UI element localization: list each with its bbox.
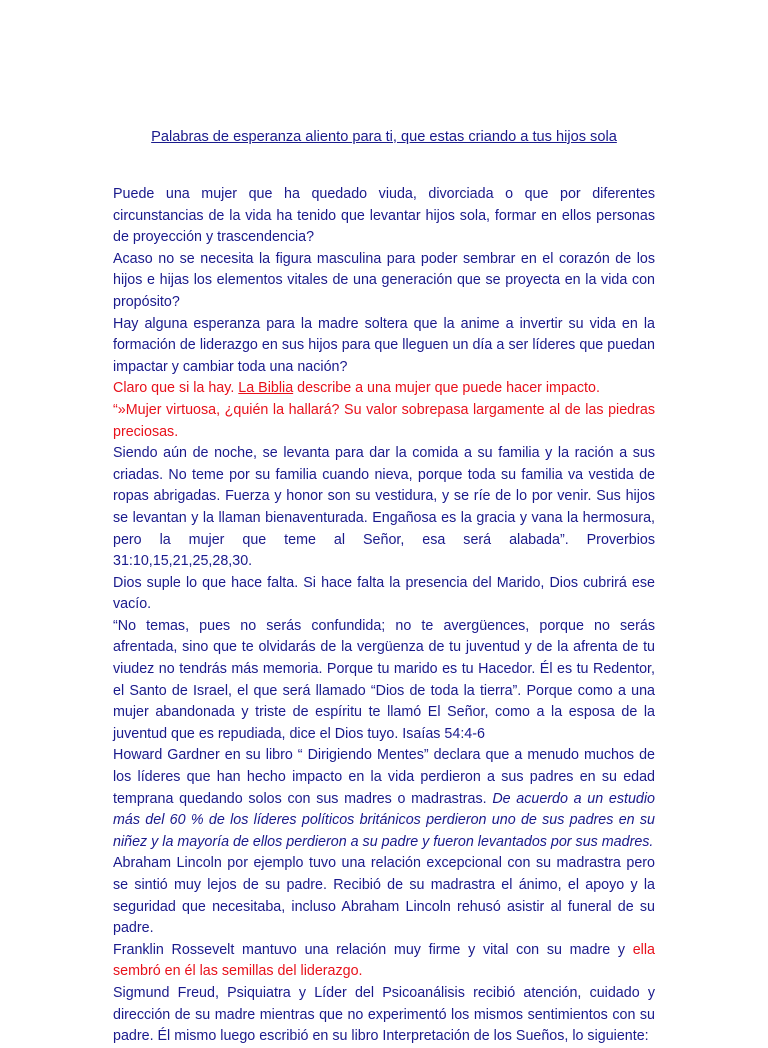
paragraph-11-text: Franklin Rossevelt mantuvo una relación muy firme y vital con su madre y <box>113 941 633 958</box>
paragraph-6: Siendo aún de noche, se levanta para dar la comida a su familia y la ración a sus criadas. No teme por su familia cuando nieva, porque toda su familia va vestida de ropas abrigadas. Fuerza y honor son su vestidura, y se ríe de lo por venir. Sus hijos se levantan y la llaman bienaventurada. Engañosa es la gracia y vana la hermosura, pero la mujer que teme al Señor, esa será alabada”. Proverbios 31:10,15,21,25,28,30. <box>113 445 655 570</box>
paragraph-4-text-a: Claro que si la hay. <box>113 380 239 397</box>
paragraph-9 <box>113 745 655 853</box>
paragraph-8-quote: “No temas, pues no serás confundida; no te avergüences, porque no serás afrentada, sino que te olvidarás de la vergüenza de tu juventud y de la afrenta de tu viudez no tendrás más memoria. Porque tu marido es tu Hacedor. Él es tu Redentor, el Santo de Israel, el que será llamado “Dios de toda la tierra”. Porque como a una mujer abandonada y triste de espíritu te llamó El Señor, como a la esposa de la juventud que es repudiada, dice el Dios tuyo. Isaías 54:4-6 <box>113 617 655 742</box>
document-title: Palabras de esperanza aliento para ti, que estas criando a tus hijos sola <box>151 129 617 145</box>
paragraph-4 <box>113 378 655 400</box>
paragraph-10: Abraham Lincoln por ejemplo tuvo una relación excepcional con su madrastra pero se sintió muy lejos de su padre. Recibió de su madrastra el ánimo, el apoyo y la seguridad que necesitaba, incluso Abraham Lincoln rehusó asistir al funeral de su padre. <box>113 855 655 937</box>
document-body <box>113 184 655 1048</box>
paragraph-4-text-b: describe a una mujer que puede hacer impacto. <box>293 380 600 397</box>
paragraph-5-quote: “»Mujer virtuosa, ¿quién la hallará? Su valor sobrepasa largamente al de las piedras preciosas. <box>113 401 655 440</box>
paragraph-9-text: Howard Gardner en su libro “ Dirigiendo Mentes” declara que a menudo muchos de los líderes que han hecho impacto en la vida perdieron a sus padres en su edad temprana quedando solos con sus madres o madrastras. <box>113 747 655 807</box>
paragraph-11-red: ella sembró en él las semillas del liderazgo. <box>113 941 655 980</box>
biblia-link[interactable]: La Biblia <box>238 380 294 397</box>
paragraph-1: Puede una mujer que ha quedado viuda, divorciada o que por diferentes circunstancias de la vida ha tenido que levantar hijos sola, formar en ellos personas de proyección y trascendencia? <box>113 186 655 246</box>
paragraph-2: Acaso no se necesita la figura masculina para poder sembrar en el corazón de los hijos e hijas los elementos vitales de una generación que se proyecta en la vida con propósito? <box>113 250 655 310</box>
paragraph-7: Dios suple lo que hace falta. Si hace falta la presencia del Marido, Dios cubrirá ese vacío. <box>113 574 655 613</box>
paragraph-11 <box>113 940 655 983</box>
paragraph-12: Sigmund Freud, Psiquiatra y Líder del Psicoanálisis recibió atención, cuidado y dirección de su madre mientras que no experimentó los mismos sentimientos con su padre. Él mismo luego escribió en su libro Interpretación de los Sueños, lo siguiente: <box>113 984 655 1045</box>
paragraph-3: Hay alguna esperanza para la madre soltera que la anime a invertir su vida en la formación de liderazgo en sus hijos para que lleguen un día a ser líderes que puedan impactar y cambiar toda una nación? <box>113 315 655 375</box>
paragraph-9-italic: De acuerdo a un estudio más del 60 % de los líderes políticos británicos perdieron uno de sus padres en su niñez y la mayoría de ellos perdieron a su padre y fueron levantados por sus madres. <box>113 790 655 850</box>
